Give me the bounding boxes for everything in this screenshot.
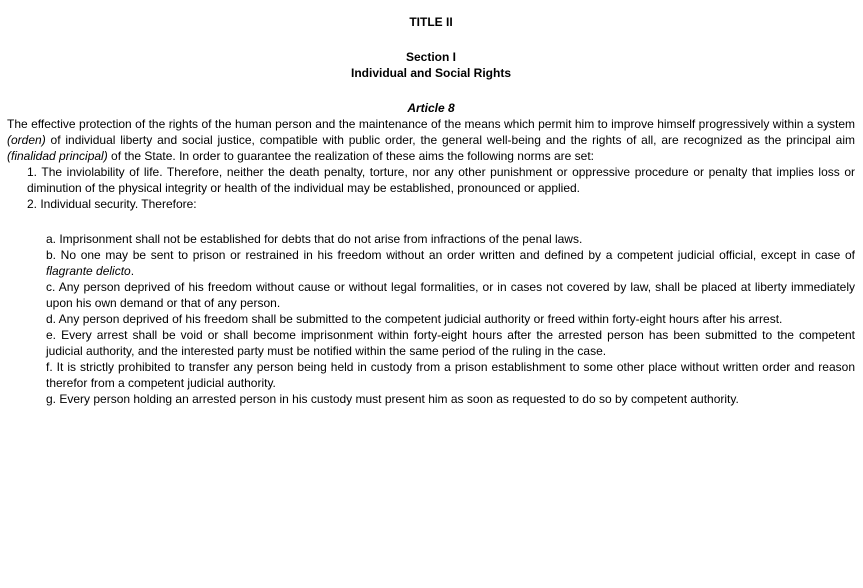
intro-text-3: of the State. In order to guarantee the realization of these aims the following norms are set:	[107, 149, 594, 163]
intro-paragraph	[7, 116, 855, 164]
article-heading: Article 8	[407, 101, 455, 115]
item-2-individual-security: 2. Individual security. Therefore:	[27, 197, 197, 211]
item-1-inviolability-of-life: 1. The inviolability of life. Therefore, neither the death penalty, torture, nor any other punishment or oppressive procedure or penalty that implies loss or diminution of the physical integrity or health of the individual may be established, pronounced or applied.	[27, 165, 855, 195]
subitem-b-term: flagrante delicto	[46, 264, 131, 278]
subitem-b-text: b. No one may be sent to prison or restrained in his freedom without an order written and defined by a competent judicial official, except in case of	[46, 248, 855, 262]
intro-text-1: The effective protection of the rights of the human person and the maintenance of the means which permit him to improve himself progressively within a system	[7, 117, 855, 131]
intro-term-finalidad: (finalidad principal)	[7, 149, 108, 163]
document-body	[7, 14, 855, 407]
subitem-b	[7, 247, 855, 279]
intro-text-2: of individual liberty and social justice, compatible with public order, the general well-being and the rights of all, are recognized as the principal aim	[45, 133, 855, 147]
subitem-e: e. Every arrest shall be void or shall become imprisonment within forty-eight hours after the arrested person has been submitted to the competent judicial authority, and the interested party must be notified within the same period of the ruling in the case.	[46, 328, 855, 358]
subitem-b-end: .	[130, 264, 135, 278]
title-heading: TITLE II	[409, 15, 453, 29]
subitem-d: d. Any person deprived of his freedom shall be submitted to the competent judicial authority or freed within forty-eight hours after his arrest.	[46, 312, 783, 326]
section-heading: Section I	[405, 50, 456, 64]
subitem-c: c. Any person deprived of his freedom without cause or without legal formalities, or in cases not covered by law, shall be placed at liberty immediately upon his own demand or that of any person.	[46, 280, 855, 310]
subitem-a: a. Imprisonment shall not be established for debts that do not arise from infractions of the penal laws.	[46, 232, 583, 246]
subitem-g: g. Every person holding an arrested person in his custody must present him as soon as requested to do so by competent authority.	[46, 392, 739, 406]
subitem-f: f. It is strictly prohibited to transfer any person being held in custody from a prison establishment to some other place without written order and reason therefor from a competent judicial authority.	[46, 360, 855, 390]
intro-term-orden: (orden)	[7, 133, 46, 147]
section-name-heading: Individual and Social Rights	[350, 66, 512, 80]
